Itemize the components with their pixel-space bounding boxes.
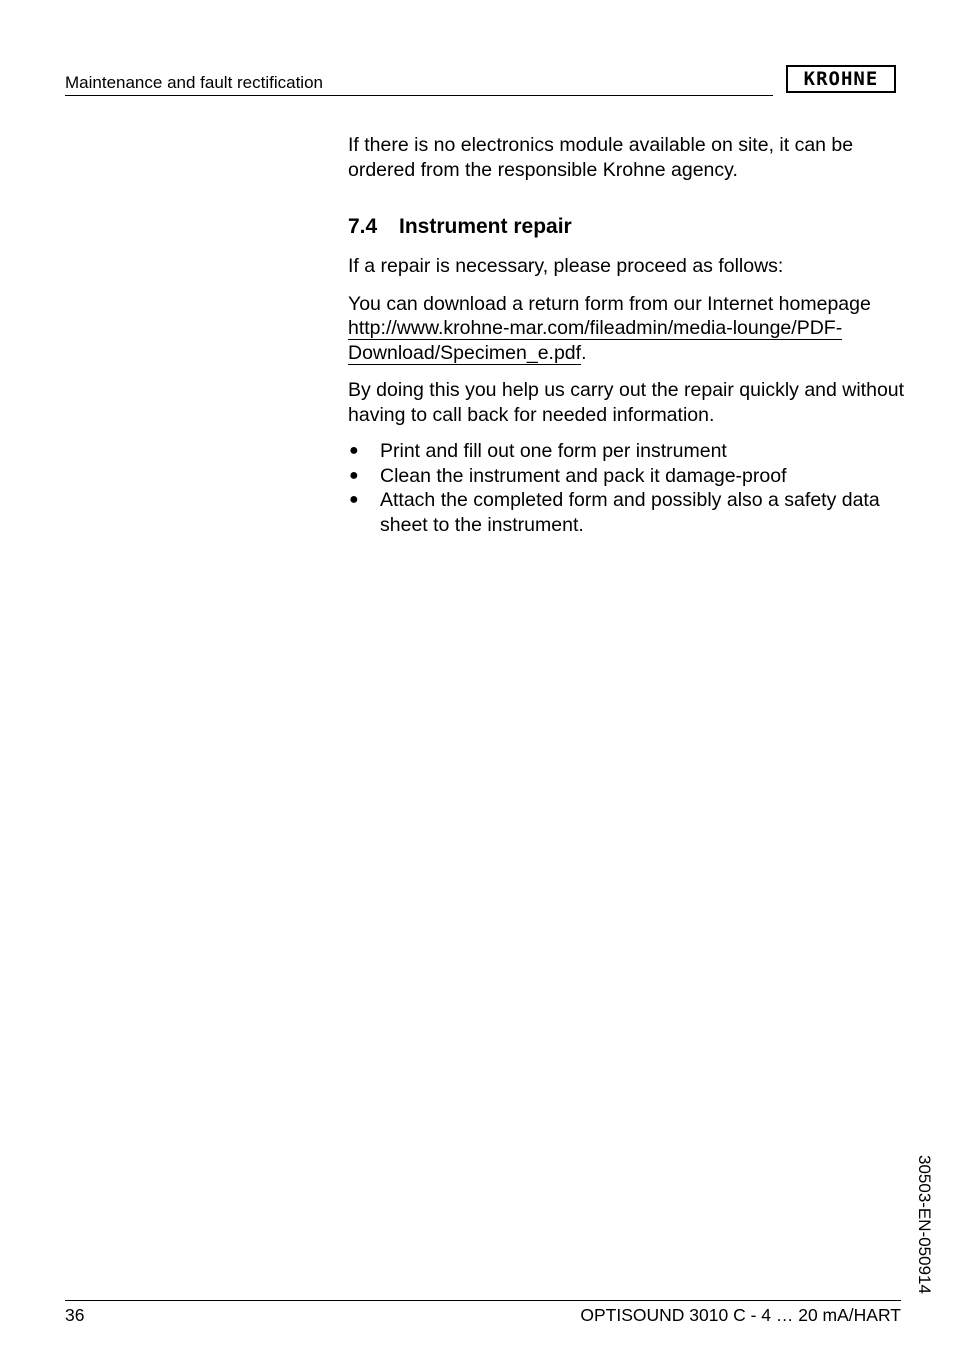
krohne-logo: KROHNE bbox=[786, 65, 896, 93]
main-content bbox=[348, 133, 908, 537]
document-code: 30503-EN-050914 bbox=[915, 1155, 934, 1294]
footer-divider bbox=[65, 1300, 901, 1301]
product-name: OPTISOUND 3010 C - 4 … 20 mA/HART bbox=[580, 1305, 901, 1325]
list-item bbox=[348, 488, 908, 537]
header-title: Maintenance and fault rectification bbox=[65, 73, 323, 92]
bullet-icon: ● bbox=[349, 491, 359, 508]
list-item bbox=[348, 439, 908, 464]
repair-steps-list bbox=[348, 439, 908, 537]
download-paragraph bbox=[348, 292, 908, 366]
bullet-icon: ● bbox=[349, 442, 359, 459]
repair-paragraph: If a repair is necessary, please proceed as follows: bbox=[348, 255, 784, 277]
page-number: 36 bbox=[65, 1305, 85, 1325]
return-form-link-line1: http://www.krohne-mar.com/fileadmin/media-lounge/PDF- bbox=[348, 317, 843, 339]
return-form-link[interactable] bbox=[348, 317, 842, 365]
help-paragraph: By doing this you help us carry out the repair quickly and without having to call back for needed information. bbox=[348, 379, 905, 426]
list-item-text: Clean the instrument and pack it damage-proof bbox=[380, 464, 787, 487]
download-text: You can download a return form from our Internet homepage bbox=[348, 292, 871, 315]
bullet-icon: ● bbox=[349, 466, 359, 484]
list-item bbox=[348, 464, 908, 489]
section-heading bbox=[348, 215, 908, 239]
section-title: Instrument repair bbox=[399, 215, 572, 238]
download-suffix: . bbox=[581, 341, 587, 364]
return-form-link-line2: Download/Specimen_e.pdf bbox=[348, 341, 582, 364]
section-number: 7.4 bbox=[348, 215, 378, 238]
intro-paragraph: If there is no electronics module available on site, it can be ordered from the responsible Krohne agency. bbox=[348, 134, 854, 181]
header-divider bbox=[65, 95, 773, 96]
list-item-text: Attach the completed form and possibly also a safety data sheet to the instrument. bbox=[380, 489, 880, 536]
list-item-text: Print and fill out one form per instrument bbox=[380, 440, 727, 462]
